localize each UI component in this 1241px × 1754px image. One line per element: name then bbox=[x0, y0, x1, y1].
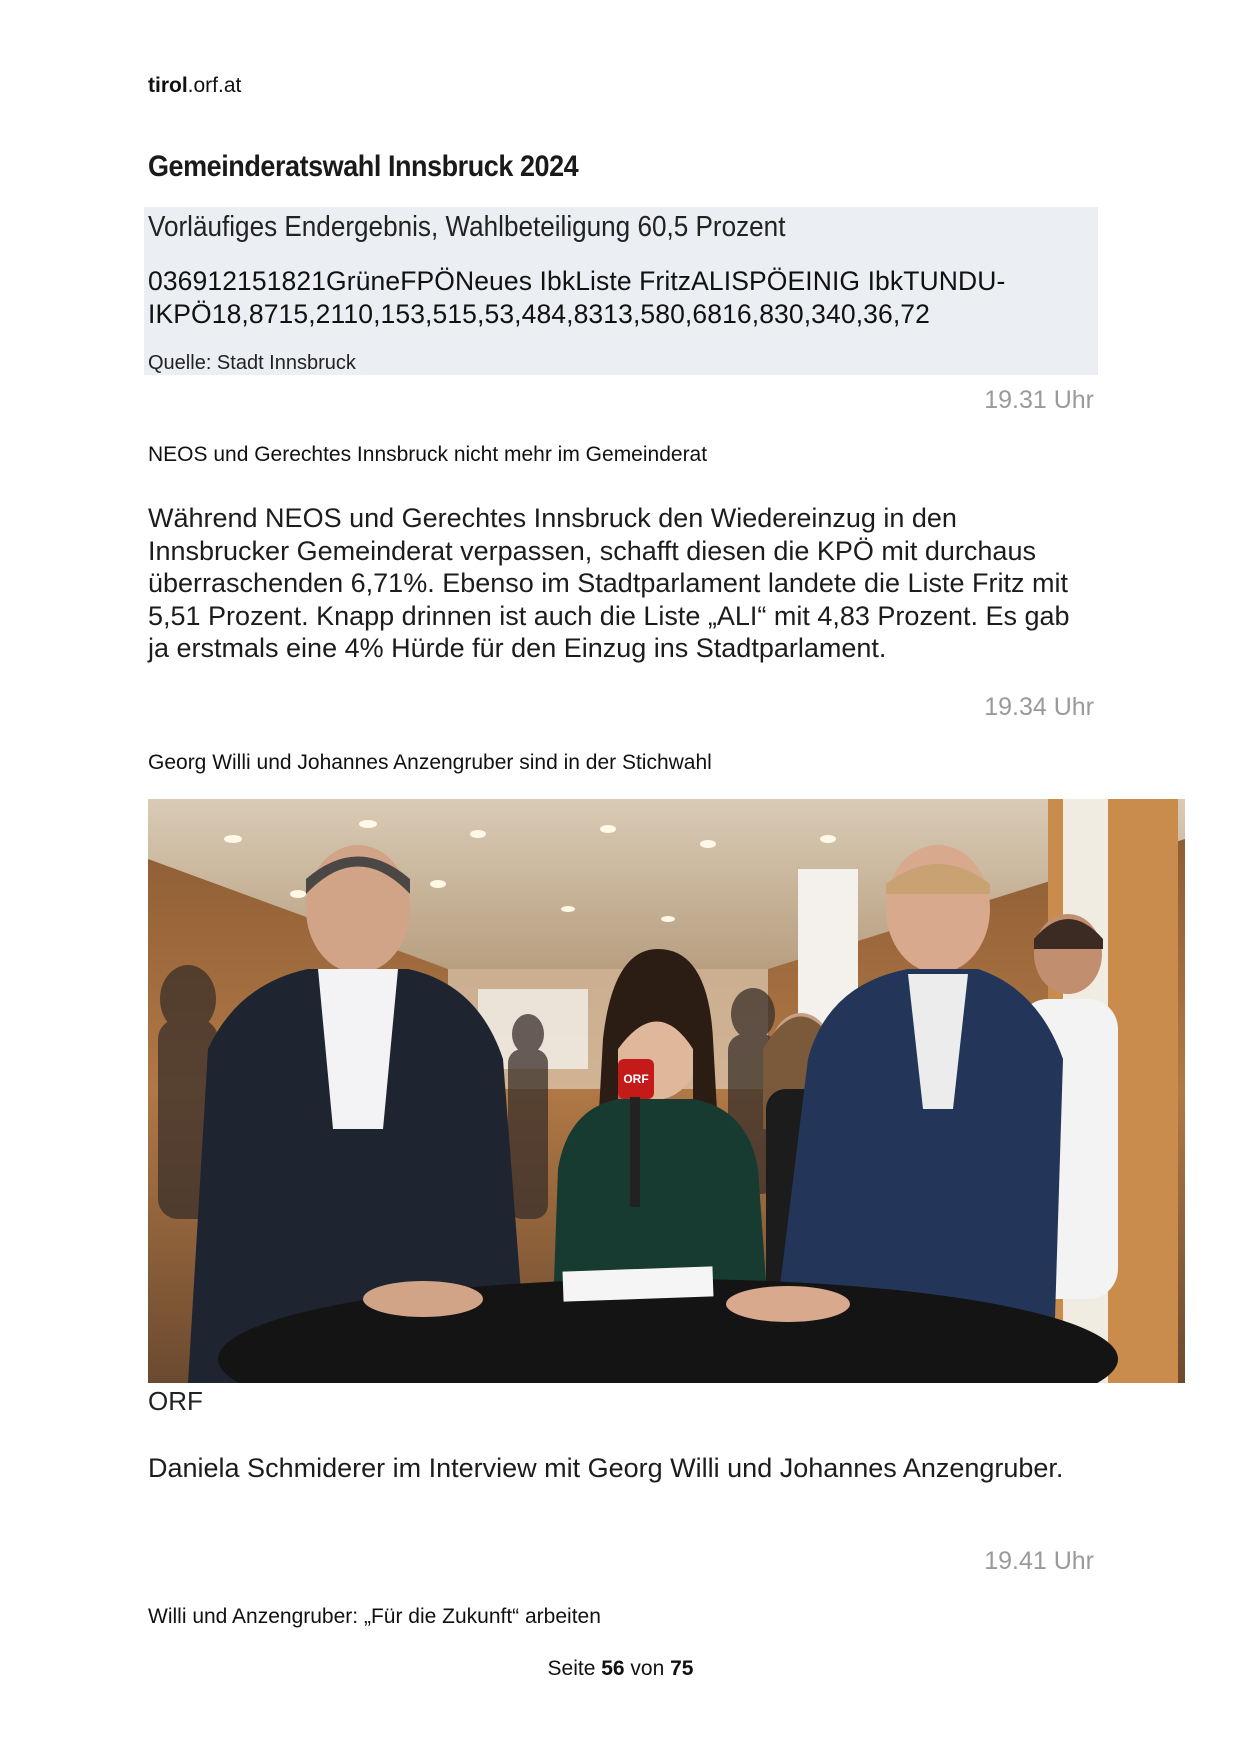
page-prefix: Seite bbox=[547, 1657, 602, 1680]
entry-heading: Georg Willi und Johannes Anzengruber sind in der Stichwahl bbox=[148, 751, 712, 774]
page-number bbox=[0, 1657, 1241, 1681]
interview-photo-illustration bbox=[148, 799, 1185, 1383]
results-source: Quelle: Stadt Innsbruck bbox=[148, 352, 356, 374]
entry-time: 19.31 Uhr bbox=[984, 386, 1094, 414]
results-subtitle: Vorläufiges Endergebnis, Wahlbeteiligung 60,5 Prozent bbox=[148, 211, 786, 243]
photo-credit: ORF bbox=[148, 1386, 203, 1416]
total-pages: 75 bbox=[670, 1657, 694, 1680]
results-raw-data bbox=[148, 265, 1088, 331]
interview-photo bbox=[148, 799, 1185, 1383]
site-logo-bold: tirol bbox=[148, 74, 188, 97]
results-raw-line-2: IKPÖ18,8715,2110,153,515,53,484,8313,580,6816,830,340,36,72 bbox=[148, 299, 930, 329]
microphone-label: ORF bbox=[623, 1072, 649, 1086]
entry-heading: Willi und Anzengruber: „Für die Zukunft“ arbeiten bbox=[148, 1605, 601, 1628]
article-title: Gemeinderatswahl Innsbruck 2024 bbox=[148, 150, 579, 183]
results-raw-line-1: 036912151821GrüneFPÖNeues IbkListe FritzALISPÖEINIG IbkTUNDU- bbox=[148, 266, 1006, 296]
entry-heading: NEOS und Gerechtes Innsbruck nicht mehr im Gemeinderat bbox=[148, 443, 708, 466]
photo-caption: Daniela Schmiderer im Interview mit Georg Willi und Johannes Anzengruber. bbox=[148, 1453, 1064, 1483]
page-middle: von bbox=[624, 1657, 671, 1680]
site-logo-rest: .orf.at bbox=[187, 74, 242, 97]
entry-body: Während NEOS und Gerechtes Innsbruck den Wiedereinzug in den Innsbrucker Gemeinderat verpassen, schafft diesen die KPÖ mit durchaus überraschenden 6,71%. Ebenso im Stadtparlament landete die Liste Fritz mit 5,51 Prozent. Knapp drinnen ist auch die Liste „ALI“ mit 4,83 Prozent. Es gab ja erstmals eine 4% Hürde für den Einzug ins Stadtparlament. bbox=[148, 503, 1070, 663]
current-page: 56 bbox=[601, 1657, 625, 1680]
entry-time: 19.34 Uhr bbox=[984, 693, 1094, 721]
site-logo[interactable] bbox=[148, 74, 241, 98]
entry-time: 19.41 Uhr bbox=[984, 1547, 1094, 1575]
